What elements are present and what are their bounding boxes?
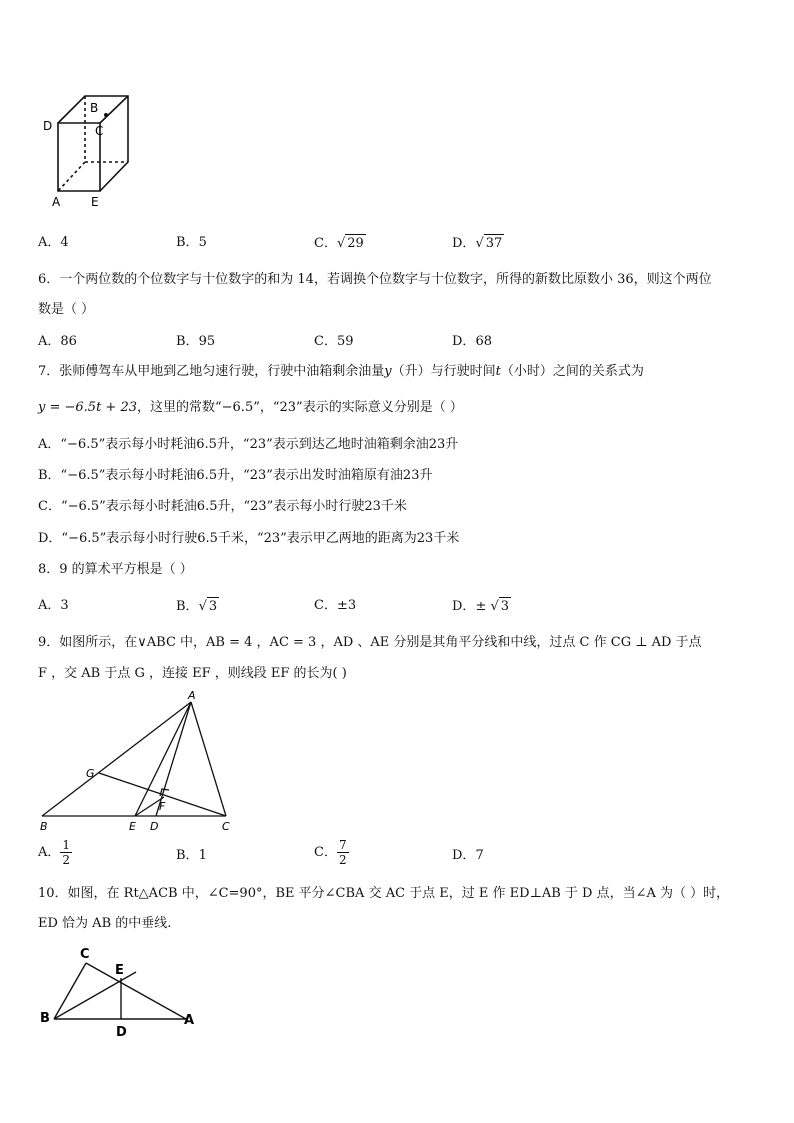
q7-stem-line2: y = −6.5t + 23，这里的常数“−6.5”，“23”表示的实际意义分别是（ ） (38, 400, 463, 415)
q10-label-B: B (40, 1011, 50, 1026)
q5-option-c[interactable]: C．√ 29 (314, 236, 364, 251)
q9-triangle-figure (36, 688, 246, 836)
q6-option-c[interactable]: C．59 (314, 334, 354, 349)
q8-option-c[interactable]: C．±3 (314, 598, 357, 613)
q5-option-b[interactable]: B．5 (176, 235, 207, 250)
q5-option-a[interactable]: A．4 (38, 235, 69, 250)
q9-stem-line2: F ，交 AB 于点 G ，连接 EF ，则线段 EF 的长为( ) (38, 666, 347, 681)
q8-stem: 8．9 的算术平方根是（ ） (38, 562, 193, 577)
q6-stem-line1: 6．一个两位数的个位数字与十位数字的和为 14，若调换个位数字与十位数字，所得的新数比原数小 36，则这个两位 (38, 272, 712, 287)
q6-option-b[interactable]: B．95 (176, 334, 216, 349)
q10-triangle-figure (36, 942, 206, 1040)
q9-label-E: E (129, 820, 136, 833)
q9-label-G: G (86, 767, 95, 780)
q9-label-B: B (40, 820, 48, 833)
q5-label-D: D (43, 119, 53, 133)
q9-stem-line1: 9．如图所示，在∨ABC 中，AB = 4 ，AC = 3 ，AD 、AE 分别是其角平分线和中线，过点 C 作 CG ⊥ AD 于点 (38, 635, 702, 650)
q7-option-c[interactable]: C．“−6.5”表示每小时耗油6.5升，“23”表示每小时行驶23千米 (38, 499, 407, 514)
q9-option-c[interactable]: C． $\frac{7}{2}$ (314, 838, 347, 867)
q6-option-a[interactable]: A．86 (38, 334, 77, 349)
q8-option-b[interactable]: B．√ 3 (176, 599, 218, 614)
q5-label-C: C (95, 124, 104, 138)
q7-option-a[interactable]: A．“−6.5”表示每小时耗油6.5升，“23”表示到达乙地时油箱剩余油23升 (38, 437, 459, 452)
q5-label-E: E (91, 195, 99, 209)
q7-option-d[interactable]: D．“−6.5”表示每小时行驶6.5千米，“23”表示甲乙两地的距离为23千米 (38, 531, 460, 546)
q9-label-A: A (188, 689, 196, 702)
q9-option-a[interactable]: A． $\frac{1}{2}$ (38, 838, 71, 867)
q10-label-A: A (184, 1013, 195, 1028)
q8-option-d[interactable]: D．± √ 3 (452, 599, 510, 614)
q10-stem-line1: 10．如图，在 Rt△ACB 中，∠C=90°，BE 平分∠CBA 交 AC 于点 E，过 E 作 ED⊥AB 于 D 点，当∠A 为（ ）时， (38, 886, 730, 901)
q8-option-a[interactable]: A．3 (38, 598, 69, 613)
q10-label-C: C (80, 947, 90, 962)
q6-option-d[interactable]: D．68 (452, 334, 492, 349)
q10-label-D: D (116, 1025, 127, 1040)
q9-label-F: F (159, 800, 166, 813)
q9-label-D: D (150, 820, 159, 833)
q9-option-b[interactable]: B．1 (176, 848, 207, 863)
q5-option-d[interactable]: D．√ 37 (452, 236, 503, 251)
q5-box-figure (38, 88, 138, 213)
q10-stem-line2: ED 恰为 AB 的中垂线. (38, 916, 172, 931)
q7-option-b[interactable]: B．“−6.5”表示每小时耗油6.5升，“23”表示出发时油箱原有油23升 (38, 468, 433, 483)
q5-label-B: B (90, 101, 99, 115)
q7-stem-line1: 7．张师傅驾车从甲地到乙地匀速行驶，行驶中油箱剩余油量y（升）与行驶时间t（小时）之间的关系式为 (38, 364, 644, 379)
q6-stem-line2: 数是（ ） (38, 302, 95, 317)
q9-option-d[interactable]: D．7 (452, 848, 484, 863)
q7-formula: y = −6.5t + 23 (38, 400, 137, 415)
q5-label-A: A (52, 195, 61, 209)
q10-label-E: E (115, 963, 124, 978)
q9-label-C: C (222, 820, 230, 833)
